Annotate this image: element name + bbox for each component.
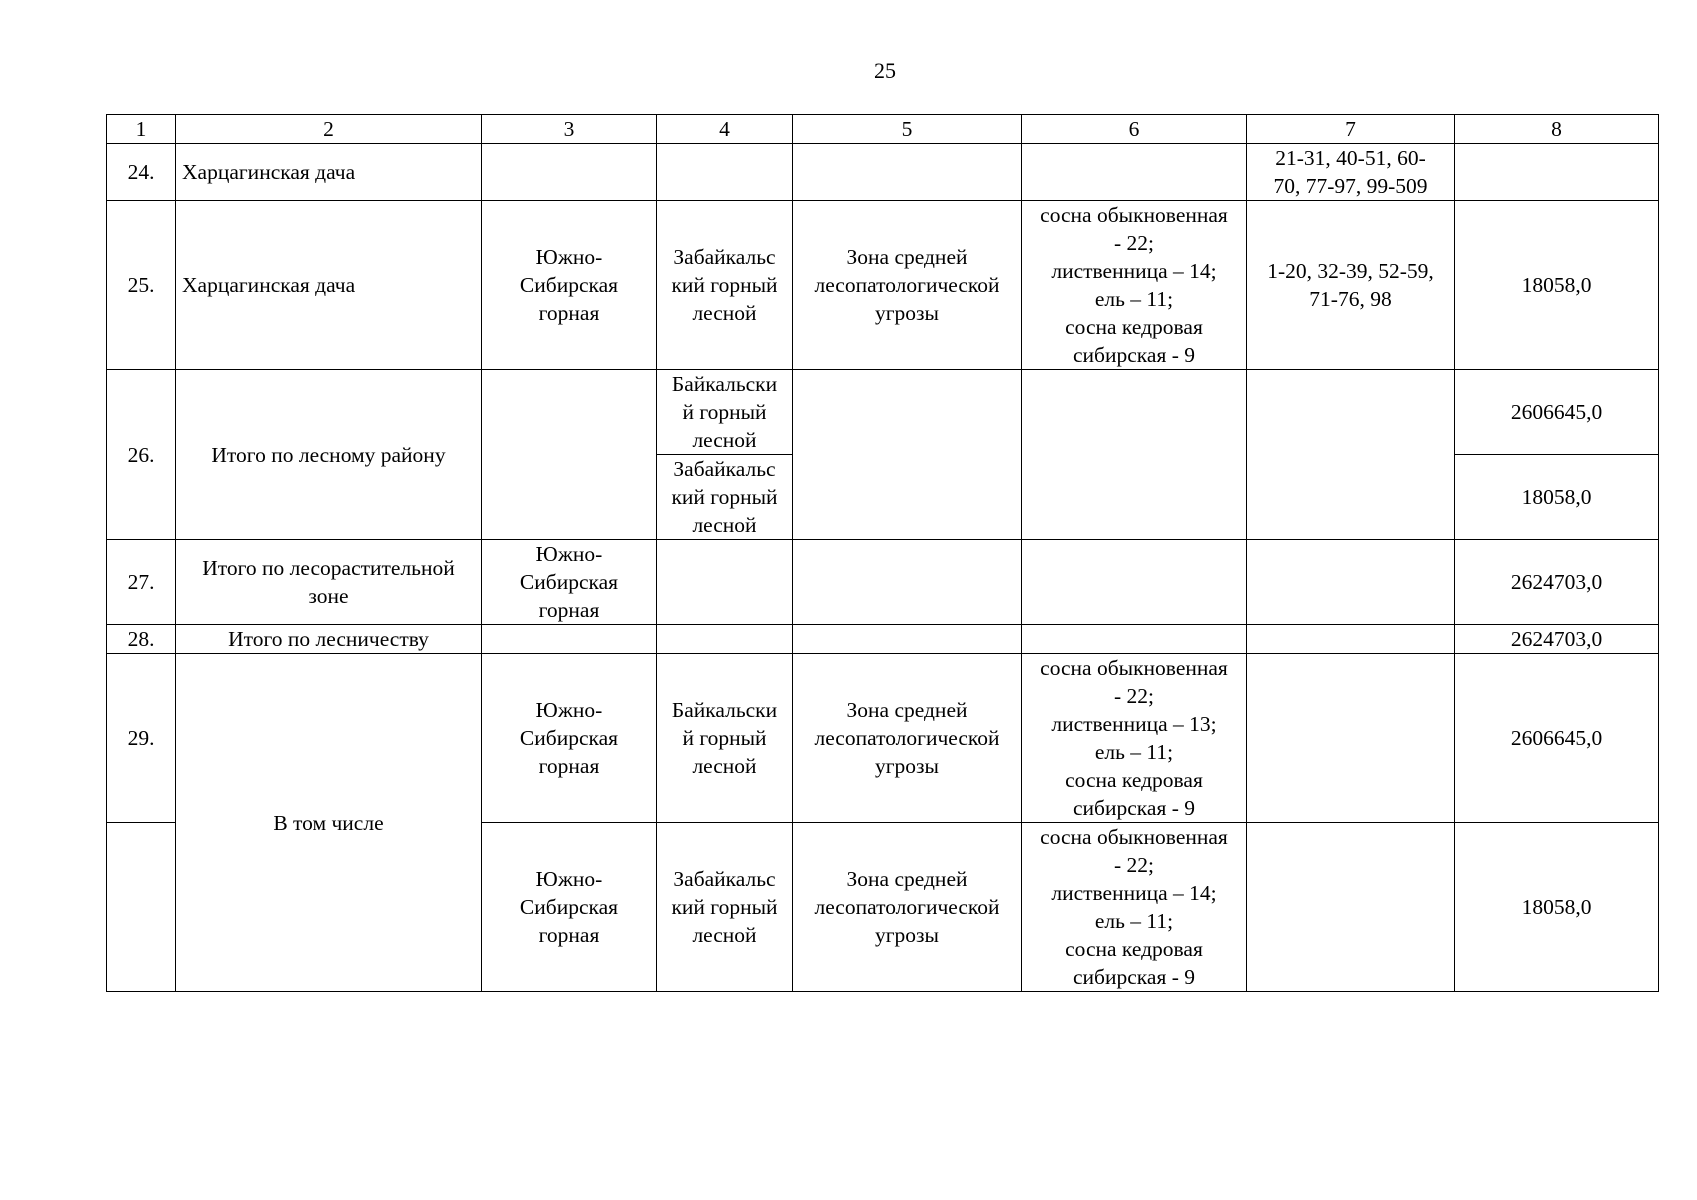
empty-cell xyxy=(1022,144,1247,201)
header-cell: 3 xyxy=(482,115,657,144)
empty-cell xyxy=(657,144,793,201)
table-row xyxy=(107,654,1659,823)
row-number: 27. xyxy=(107,540,176,625)
area-value: 18058,0 xyxy=(1455,201,1659,370)
district-name: Харцагинская дача xyxy=(176,201,482,370)
threat-zone: Зона средней лесопатологической угрозы xyxy=(793,823,1022,992)
quarter-numbers: 21-31, 40-51, 60- 70, 77-97, 99-509 xyxy=(1247,144,1455,201)
forest-zone: Южно- Сибирская горная xyxy=(482,654,657,823)
table-row xyxy=(107,370,1659,455)
empty-cell xyxy=(107,823,176,992)
empty-cell xyxy=(482,144,657,201)
empty-cell xyxy=(793,370,1022,540)
area-value: 2606645,0 xyxy=(1455,370,1659,455)
empty-cell xyxy=(1247,370,1455,540)
forest-zone: Южно- Сибирская горная xyxy=(482,540,657,625)
forest-region: Забайкальс кий горный лесной xyxy=(657,201,793,370)
total-label: Итого по лесничеству xyxy=(176,625,482,654)
empty-cell xyxy=(1022,370,1247,540)
area-value: 2624703,0 xyxy=(1455,540,1659,625)
forest-region: Байкальски й горный лесной xyxy=(657,654,793,823)
forest-region: Забайкальс кий горный лесной xyxy=(657,455,793,540)
row-number: 25. xyxy=(107,201,176,370)
area-value: 2624703,0 xyxy=(1455,625,1659,654)
empty-cell xyxy=(1022,625,1247,654)
empty-cell xyxy=(1247,654,1455,823)
tree-species: сосна обыкновенная - 22; лиственница – 14; ель – 11; сосна кедровая сибирская - 9 xyxy=(1022,201,1247,370)
header-cell: 7 xyxy=(1247,115,1455,144)
empty-cell xyxy=(657,625,793,654)
row-number: 28. xyxy=(107,625,176,654)
tree-species: сосна обыкновенная - 22; лиственница – 13; ель – 11; сосна кедровая сибирская - 9 xyxy=(1022,654,1247,823)
empty-cell xyxy=(1022,540,1247,625)
header-cell: 8 xyxy=(1455,115,1659,144)
district-name: Харцагинская дача xyxy=(176,144,482,201)
forest-zone: Южно- Сибирская горная xyxy=(482,823,657,992)
tree-species: сосна обыкновенная - 22; лиственница – 14; ель – 11; сосна кедровая сибирская - 9 xyxy=(1022,823,1247,992)
row-number: 29. xyxy=(107,654,176,823)
empty-cell xyxy=(1247,625,1455,654)
quarter-numbers: 1-20, 32-39, 52-59, 71-76, 98 xyxy=(1247,201,1455,370)
table-row xyxy=(107,625,1659,654)
empty-cell xyxy=(1247,823,1455,992)
empty-cell xyxy=(482,625,657,654)
forest-region: Забайкальс кий горный лесной xyxy=(657,823,793,992)
table-row xyxy=(107,201,1659,370)
row-number: 24. xyxy=(107,144,176,201)
header-cell: 6 xyxy=(1022,115,1247,144)
threat-zone: Зона средней лесопатологической угрозы xyxy=(793,201,1022,370)
empty-cell xyxy=(657,540,793,625)
area-value: 18058,0 xyxy=(1455,823,1659,992)
header-cell: 1 xyxy=(107,115,176,144)
page-number: 25 xyxy=(874,58,896,83)
table-row xyxy=(107,540,1659,625)
breakdown-label: В том числе xyxy=(176,654,482,992)
area-value: 2606645,0 xyxy=(1455,654,1659,823)
empty-cell xyxy=(793,625,1022,654)
header-cell: 5 xyxy=(793,115,1022,144)
subtotal-label: Итого по лесному району xyxy=(176,370,482,540)
forest-zone: Южно- Сибирская горная xyxy=(482,201,657,370)
empty-cell xyxy=(1247,540,1455,625)
area-value: 18058,0 xyxy=(1455,455,1659,540)
empty-cell xyxy=(482,370,657,540)
row-number: 26. xyxy=(107,370,176,540)
header-row xyxy=(107,115,1659,144)
threat-zone: Зона средней лесопатологической угрозы xyxy=(793,654,1022,823)
table-row xyxy=(107,144,1659,201)
forest-region: Байкальски й горный лесной xyxy=(657,370,793,455)
subtotal-label: Итого по лесорастительной зоне xyxy=(176,540,482,625)
header-cell: 4 xyxy=(657,115,793,144)
empty-cell xyxy=(793,540,1022,625)
empty-cell xyxy=(793,144,1022,201)
header-cell: 2 xyxy=(176,115,482,144)
empty-cell xyxy=(1455,144,1659,201)
forest-data-table xyxy=(106,114,1659,992)
